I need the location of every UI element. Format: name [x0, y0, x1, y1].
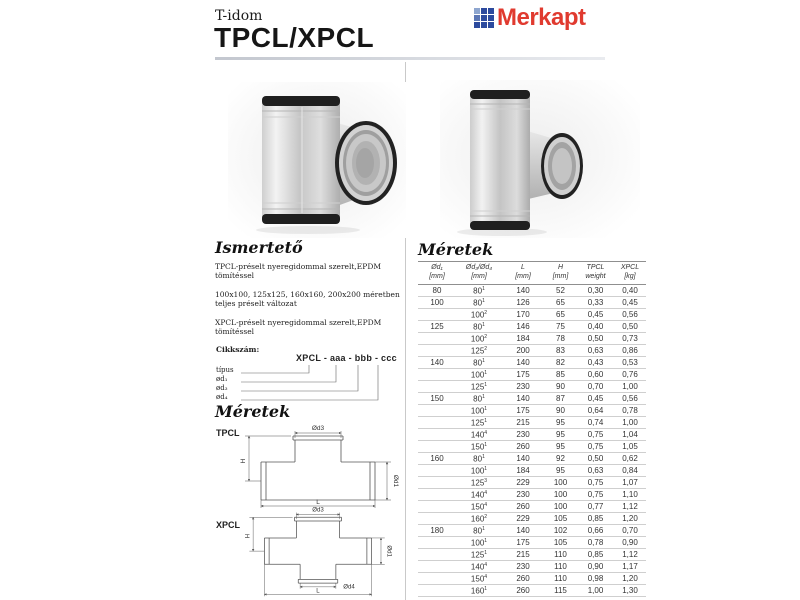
dimensions-table-body: [418, 285, 646, 597]
table-cell: 0,66: [587, 526, 604, 535]
table-cell: 100: [430, 298, 444, 307]
table-cell: 100: [553, 502, 568, 511]
table-row: [418, 561, 646, 573]
table-cell: 125: [430, 322, 444, 331]
table-row: [418, 477, 646, 489]
table-cell: $150^4$: [470, 501, 488, 512]
table-cell: 0,78: [587, 538, 604, 547]
about-paragraph: TPCL-préselt nyeregidommal szerelt,EPDM tömítéssel: [215, 262, 382, 280]
table-cell: 260: [516, 442, 530, 451]
table-cell: 0,85: [587, 514, 604, 523]
table-cell: 0,50: [587, 334, 604, 343]
table-row: [418, 345, 646, 357]
table-cell: 260: [516, 574, 530, 583]
table-cell: 1,30: [622, 586, 638, 595]
table-row: [418, 429, 646, 441]
table-cell: 105: [553, 514, 568, 523]
table-cell: 0,40: [587, 322, 604, 331]
table-cell: 90: [556, 382, 565, 391]
xpcl-dim-d4: Ød4: [343, 583, 355, 591]
table-header-cell: TPCL weight: [585, 264, 606, 280]
table-cell: 0,53: [622, 358, 638, 367]
table-row: [418, 585, 646, 597]
xpcl-dim-d1: Ød1: [385, 545, 393, 557]
table-cell: 110: [554, 574, 567, 583]
table-cell: 110: [554, 562, 567, 571]
table-row: [418, 573, 646, 585]
ordering-label: Cikkszám:: [216, 345, 260, 354]
table-cell: 85: [556, 370, 565, 379]
table-row: [418, 465, 646, 477]
table-cell: 0,73: [622, 334, 638, 343]
table-cell: 175: [516, 370, 530, 379]
table-cell: $80^1$: [473, 393, 485, 404]
table-cell: 95: [556, 418, 565, 427]
table-cell: 0,90: [622, 538, 638, 547]
table-row: [418, 321, 646, 333]
table-cell: 0,75: [587, 490, 604, 499]
table-row: [418, 537, 646, 549]
table-cell: 0,86: [622, 346, 638, 355]
brand-logo: [474, 4, 586, 32]
tpcl-drawing: [233, 424, 403, 512]
table-cell: 1,07: [622, 478, 638, 487]
table-row: [418, 285, 646, 297]
table-cell: 260: [516, 586, 530, 595]
table-cell: $160^2$: [470, 513, 488, 524]
dimensions-heading-right: Méretek: [418, 240, 494, 259]
table-cell: $160^1$: [470, 585, 488, 596]
ordering-code: XPCL - aaa - bbb - ccc: [296, 353, 397, 363]
table-cell: 100: [553, 490, 568, 499]
table-row: [418, 525, 646, 537]
table-cell: 0,85: [587, 550, 604, 559]
tpcl-dim-d1: Ød1: [392, 474, 399, 488]
table-cell: 0,90: [587, 562, 604, 571]
table-cell: 146: [516, 322, 530, 331]
tpcl-dim-l: L: [316, 499, 320, 506]
table-cell: 1,12: [622, 502, 638, 511]
table-cell: 1,04: [622, 430, 638, 439]
table-cell: 1,00: [622, 382, 638, 391]
ordering-legend-item: ød₄: [216, 393, 228, 401]
table-cell: 200: [516, 346, 530, 355]
table-header-cell: H [mm]: [552, 264, 569, 280]
table-cell: 1,00: [587, 586, 604, 595]
table-cell: 0,33: [587, 298, 604, 307]
table-cell: 0,45: [622, 298, 638, 307]
tpcl-dim-h: H: [240, 458, 247, 464]
table-cell: 0,40: [622, 286, 638, 295]
table-cell: $150^4$: [470, 573, 488, 584]
table-cell: 140: [516, 454, 530, 463]
xpcl-dim-d3: Ød3: [312, 506, 324, 514]
table-cell: 184: [516, 466, 530, 475]
table-row: [418, 393, 646, 405]
table-cell: 0,62: [622, 454, 638, 463]
table-cell: 0,98: [587, 574, 604, 583]
table-cell: 140: [430, 358, 444, 367]
table-row: [418, 513, 646, 525]
table-cell: 0,70: [622, 526, 638, 535]
ordering-legend-item: típus: [216, 366, 234, 374]
table-row: [418, 357, 646, 369]
header-rule: [215, 57, 605, 60]
table-cell: $125^1$: [470, 381, 488, 392]
table-header-cell: Ød₃/Ød₄ [mm]: [465, 264, 493, 280]
table-cell: 0,75: [587, 430, 604, 439]
table-cell: 105: [553, 538, 568, 547]
table-cell: 95: [556, 466, 565, 475]
table-row: [418, 549, 646, 561]
table-cell: 1,17: [622, 562, 638, 571]
table-cell: 230: [516, 490, 530, 499]
table-cell: 0,63: [587, 346, 604, 355]
table-cell: 65: [556, 310, 565, 319]
table-cell: 0,30: [587, 286, 604, 295]
table-cell: 52: [556, 286, 565, 295]
table-row: [418, 405, 646, 417]
ordering-legend-item: ød₁: [216, 375, 228, 383]
table-cell: $100^1$: [470, 369, 488, 380]
table-cell: 65: [556, 298, 565, 307]
table-row: [418, 453, 646, 465]
table-cell: $100^1$: [470, 537, 488, 548]
table-cell: 83: [556, 346, 565, 355]
table-cell: $140^4$: [470, 489, 488, 500]
table-cell: 140: [516, 286, 530, 295]
table-row: [418, 333, 646, 345]
table-cell: 175: [516, 406, 530, 415]
product-photo-xpcl: [440, 80, 640, 238]
xpcl-dim-h: H: [244, 533, 252, 539]
table-row: [418, 489, 646, 501]
table-cell: 0,84: [622, 466, 638, 475]
table-row: [418, 381, 646, 393]
table-cell: 110: [554, 550, 567, 559]
about-heading: Ismertető: [215, 238, 303, 257]
ordering-diagram-lines: [215, 352, 400, 404]
table-cell: 229: [516, 514, 530, 523]
table-cell: $80^1$: [473, 525, 485, 536]
table-cell: $100^2$: [470, 333, 488, 344]
table-cell: $100^1$: [470, 465, 488, 476]
table-cell: 175: [516, 538, 530, 547]
table-cell: 0,64: [587, 406, 604, 415]
table-row: [418, 309, 646, 321]
dimensions-heading-left: Méretek: [215, 402, 291, 421]
product-photo-tpcl: [228, 82, 406, 238]
tpcl-dim-d3: Ød3: [311, 425, 325, 432]
table-cell: 1,00: [622, 418, 638, 427]
table-cell: 0,75: [587, 442, 604, 451]
table-cell: $100^1$: [470, 405, 488, 416]
table-cell: 150: [430, 394, 444, 403]
table-cell: 82: [556, 358, 565, 367]
table-cell: 260: [516, 502, 530, 511]
page-title: TPCL/XPCL: [214, 22, 375, 53]
table-cell: 0,76: [622, 370, 638, 379]
table-cell: 215: [516, 550, 530, 559]
brand-grid-icon: [474, 8, 494, 28]
table-cell: 160: [430, 454, 444, 463]
about-paragraph: 100x100, 125x125, 160x160, 200x200 méretben teljes préselt változat: [215, 290, 400, 308]
table-cell: $150^1$: [470, 441, 488, 452]
table-cell: 80: [432, 286, 442, 295]
table-header-cell: Ød₁ [mm]: [429, 264, 445, 280]
table-cell: 180: [430, 526, 444, 535]
table-cell: 78: [556, 334, 565, 343]
table-cell: 230: [516, 430, 530, 439]
product-kicker: T-idom: [215, 8, 263, 24]
table-header-cell: L [mm]: [515, 264, 531, 280]
table-cell: 0,56: [622, 310, 638, 319]
tpcl-drawing-label: TPCL: [216, 428, 240, 438]
about-paragraph: XPCL-préselt nyeregidommal szerelt,EPDM tömítéssel: [215, 318, 382, 336]
table-cell: 100: [553, 478, 568, 487]
about-text: [215, 262, 401, 346]
table-cell: $80^1$: [473, 285, 485, 296]
table-row: [418, 369, 646, 381]
table-cell: $80^1$: [473, 321, 485, 332]
table-row: [418, 417, 646, 429]
table-cell: $125^3$: [470, 477, 488, 488]
table-cell: $125^2$: [470, 345, 488, 356]
dimensions-table: [418, 261, 646, 597]
table-cell: 115: [554, 586, 567, 595]
table-cell: 140: [516, 526, 530, 535]
table-cell: 230: [516, 562, 530, 571]
table-cell: 0,78: [622, 406, 638, 415]
table-cell: 0,43: [587, 358, 604, 367]
table-cell: 95: [556, 430, 565, 439]
table-cell: 1,20: [622, 514, 638, 523]
table-cell: 0,77: [587, 502, 604, 511]
table-cell: 1,10: [622, 490, 638, 499]
table-cell: 215: [516, 418, 530, 427]
table-cell: 92: [556, 454, 565, 463]
table-cell: 0,70: [587, 382, 604, 391]
table-cell: 230: [516, 382, 530, 391]
table-cell: 170: [516, 310, 530, 319]
table-cell: 1,20: [622, 574, 638, 583]
table-row: [418, 441, 646, 453]
table-row: [418, 501, 646, 513]
table-row: [418, 297, 646, 309]
xpcl-dim-l: L: [316, 587, 320, 595]
table-cell: 75: [556, 322, 565, 331]
table-header-cell: XPCL [kg]: [620, 264, 640, 280]
table-cell: 1,12: [622, 550, 638, 559]
table-cell: 140: [516, 358, 530, 367]
table-cell: 126: [516, 298, 530, 307]
table-cell: $80^1$: [473, 297, 485, 308]
table-cell: 0,45: [587, 394, 604, 403]
table-cell: 0,56: [622, 394, 638, 403]
table-cell: 0,74: [587, 418, 604, 427]
table-cell: 140: [516, 394, 530, 403]
table-cell: $125^1$: [470, 549, 488, 560]
table-cell: $125^1$: [470, 417, 488, 428]
table-cell: $80^1$: [473, 453, 485, 464]
table-cell: $100^2$: [470, 309, 488, 320]
table-cell: 0,50: [622, 322, 638, 331]
table-header-row: [418, 261, 646, 285]
table-cell: 1,05: [622, 442, 638, 451]
table-cell: 229: [516, 478, 530, 487]
table-cell: $80^1$: [473, 357, 485, 368]
table-cell: 0,45: [587, 310, 604, 319]
table-cell: 0,63: [587, 466, 604, 475]
brand-name: Merkapt: [497, 4, 586, 31]
table-cell: 102: [553, 526, 568, 535]
table-cell: 87: [556, 394, 565, 403]
table-cell: 0,75: [587, 478, 604, 487]
table-cell: $140^4$: [470, 561, 488, 572]
xpcl-drawing: [233, 506, 403, 600]
table-cell: 95: [556, 442, 565, 451]
table-cell: $140^4$: [470, 429, 488, 440]
table-cell: 0,50: [587, 454, 604, 463]
table-cell: 184: [516, 334, 530, 343]
table-cell: 90: [556, 406, 565, 415]
xpcl-drawing-label: XPCL: [216, 520, 241, 530]
table-cell: 0,60: [587, 370, 604, 379]
ordering-legend-item: ød₃: [216, 384, 228, 392]
